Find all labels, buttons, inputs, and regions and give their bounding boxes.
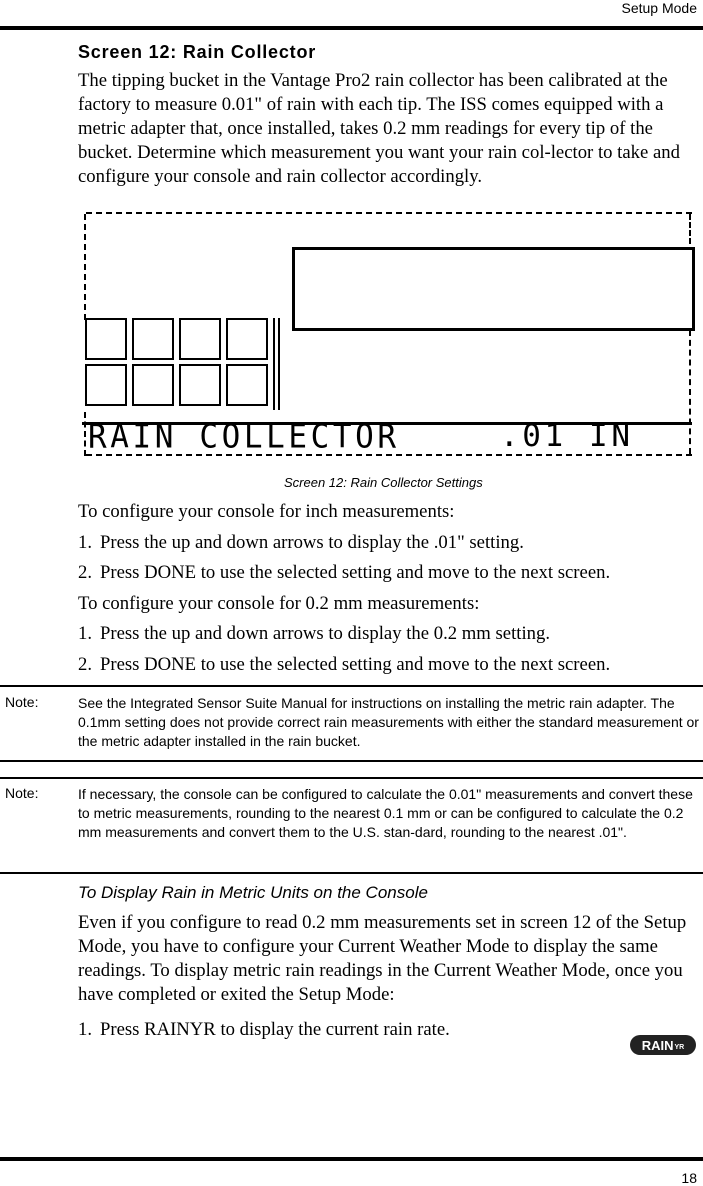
bottom-rule: [0, 1157, 703, 1161]
lcd-dashed-right-top: [689, 214, 691, 244]
step-number: 1.: [78, 1019, 93, 1040]
lcd-segment-cell: [85, 318, 127, 360]
inch-config-heading: To configure your console for inch measurements:: [78, 501, 455, 522]
subsection-heading: To Display Rain in Metric Units on the Console: [78, 883, 428, 902]
note-rule: [0, 777, 703, 779]
step-text: Press RAINYR to display the current rain rate.: [100, 1019, 450, 1040]
note-rule: [0, 872, 703, 874]
step-number: 2.: [78, 654, 93, 675]
lcd-segment-cell: [179, 364, 221, 406]
step-text: Press the up and down arrows to display the 0.2 mm setting.: [100, 623, 551, 644]
lcd-screen-figure: [82, 208, 694, 458]
section-title: Screen 12: Rain Collector: [78, 42, 317, 62]
list-item: [78, 623, 550, 645]
lcd-label-text: RAIN COLLECTOR: [88, 418, 400, 456]
list-item: [78, 532, 524, 554]
lcd-segment-cell: [179, 318, 221, 360]
step-number: 1.: [78, 623, 93, 644]
lcd-segment-divider: [273, 318, 275, 410]
lcd-segment-cell: [226, 364, 268, 406]
list-item: [78, 562, 610, 584]
lcd-dashed-left-bottom: [84, 412, 86, 456]
step-text: Press the up and down arrows to display the .01" setting.: [100, 532, 524, 553]
lcd-value-text: .01 IN: [500, 418, 634, 454]
lcd-message-box: [292, 247, 695, 331]
note-label: Note:: [5, 694, 39, 710]
note-rule: [0, 685, 703, 687]
lcd-segment-cell: [226, 318, 268, 360]
rainyr-key-sub: YR: [674, 1044, 685, 1051]
lcd-dashed-right-bottom: [689, 330, 691, 454]
rainyr-key-main: RAIN: [641, 1037, 674, 1053]
lcd-segment-cell: [85, 364, 127, 406]
lcd-segment-cell: [132, 364, 174, 406]
note-label: Note:: [5, 785, 39, 801]
step-number: 2.: [78, 562, 93, 583]
lcd-segment-cell: [132, 318, 174, 360]
intro-paragraph: The tipping bucket in the Vantage Pro2 rain collector has been calibrated at the factory to measure 0.01" of rain with each tip. The ISS comes equipped with a metric adapter that, once installed, takes 0.2 mm readings for every tip of the bucket. Determine which measurement you want your rain col-lector to take and configure your console and rain collector accordingly.: [78, 70, 680, 187]
lcd-dashed-left: [84, 214, 86, 320]
figure-caption: Screen 12: Rain Collector Settings: [284, 475, 483, 490]
rainyr-key-icon: [630, 1035, 696, 1055]
note-rule: [0, 760, 703, 762]
list-item: [78, 654, 610, 676]
page-number: 18: [681, 1170, 697, 1186]
step-text: Press DONE to use the selected setting and move to the next screen.: [100, 562, 611, 583]
top-rule: [0, 26, 703, 30]
metric-paragraph: Even if you configure to read 0.2 mm measurements set in screen 12 of the Setup Mode, you have to configure your Current Weather Mode to display the same readings. To display metric rain readings in the Current Weather Mode, once you have completed or exited the Setup Mode:: [78, 912, 687, 1005]
step-text: Press DONE to use the selected setting and move to the next screen.: [100, 654, 611, 675]
step-number: 1.: [78, 532, 93, 553]
note-text: If necessary, the console can be configured to calculate the 0.01" measurements and convert these to metric measurements, rounding to the nearest 0.1 mm or can be configured to calculate the 0.2 mm measurements and convert them to the U.S. stan-dard, rounding to the nearest .01".: [78, 786, 693, 840]
lcd-segment-divider: [278, 318, 280, 410]
lcd-dashed-top: [86, 212, 692, 214]
mm-config-heading: To configure your console for 0.2 mm measurements:: [78, 593, 480, 614]
list-item: [78, 1019, 450, 1041]
note-text: See the Integrated Sensor Suite Manual for instructions on installing the metric rain adapter. The 0.1mm setting does not provide correct rain measurements with either the standard measurement or the metric adapter installed in the rain bucket.: [78, 695, 699, 749]
running-header: Setup Mode: [621, 0, 697, 16]
